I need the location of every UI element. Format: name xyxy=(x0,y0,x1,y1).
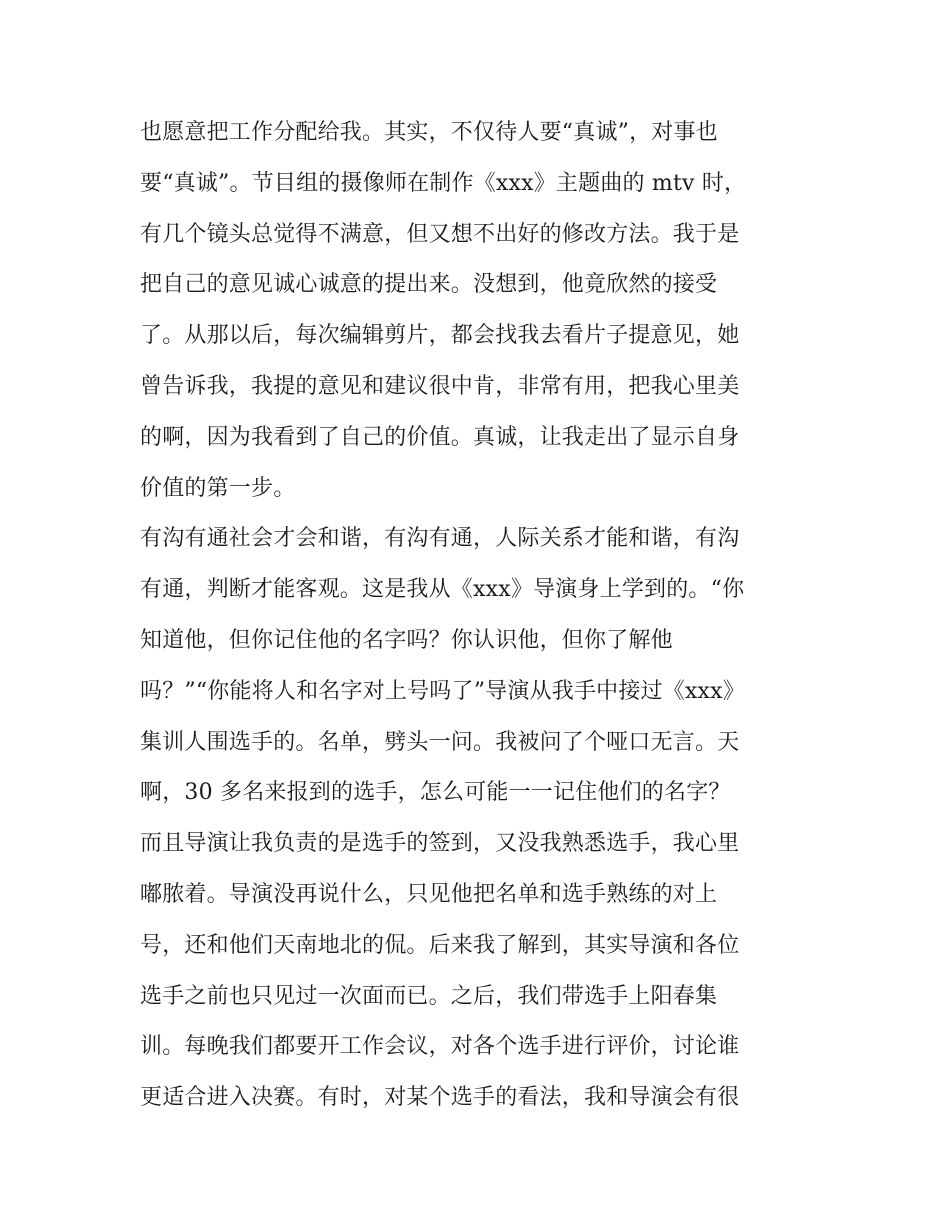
text-line: 也愿意把工作分配给我。其实，不仅待人要“真诚”，对事也 xyxy=(140,120,718,145)
text-line: 有通，判断才能客观。这是我从《xxx》导演身上学到的。“你 xyxy=(140,577,745,603)
text-line: 吗？”“你能将人和名字对上号吗了”导演从我手中接过《xxx》 xyxy=(140,678,745,704)
text-line: 集训人围选手的。名单，劈头一问。我被问了个哑口无言。天 xyxy=(140,729,740,755)
text-line: 的啊，因为我看到了自己的价值。真诚，让我走出了显示自身 xyxy=(140,424,740,450)
text-line: 把自己的意见诚心诚意的提出来。没想到，他竟欣然的接受 xyxy=(140,272,718,298)
text-line: 有几个镜头总觉得不满意，但又想不出好的修改方法。我于是 xyxy=(140,221,740,247)
text-line: 啊，30 多名来报到的选手，怎么可能一一记住他们的名字？ xyxy=(140,780,731,806)
text-line: 价值的第一步。 xyxy=(140,475,296,501)
text-line: 而且导演让我负责的是选手的签到，又没我熟悉选手，我心里 xyxy=(140,831,740,857)
text-line: 曾告诉我，我提的意见和建议很中肯，非常有用，把我心里美 xyxy=(140,373,740,399)
text-line: 号，还和他们天南地北的侃。后来我了解到，其实导演和各位 xyxy=(140,932,740,958)
body-text xyxy=(140,108,820,1124)
text-line: 更适合进入决赛。有时，对某个选手的看法，我和导演会有很 xyxy=(140,1085,740,1111)
text-line: 嘟脓着。导演没再说什么，只见他把名单和选手熟练的对上 xyxy=(140,881,718,907)
text-line: 要“真诚”。节目组的摄像师在制作《xxx》主题曲的 mtv 时， xyxy=(140,170,747,196)
text-line: 训。每晚我们都要开工作会议，对各个选手进行评价，讨论谁 xyxy=(140,1034,740,1060)
text-line: 了。从那以后，每次编辑剪片，都会找我去看片子提意见，她 xyxy=(140,323,740,349)
text-line: 知道他，但你记住他的名字吗？你认识他，但你了解他 xyxy=(140,627,673,653)
text-line: 有沟有通社会才会和谐，有沟有通，人际关系才能和谐，有沟 xyxy=(140,526,740,552)
text-line: 选手之前也只见过一次面而已。之后，我们带选手上阳春集 xyxy=(140,983,718,1009)
